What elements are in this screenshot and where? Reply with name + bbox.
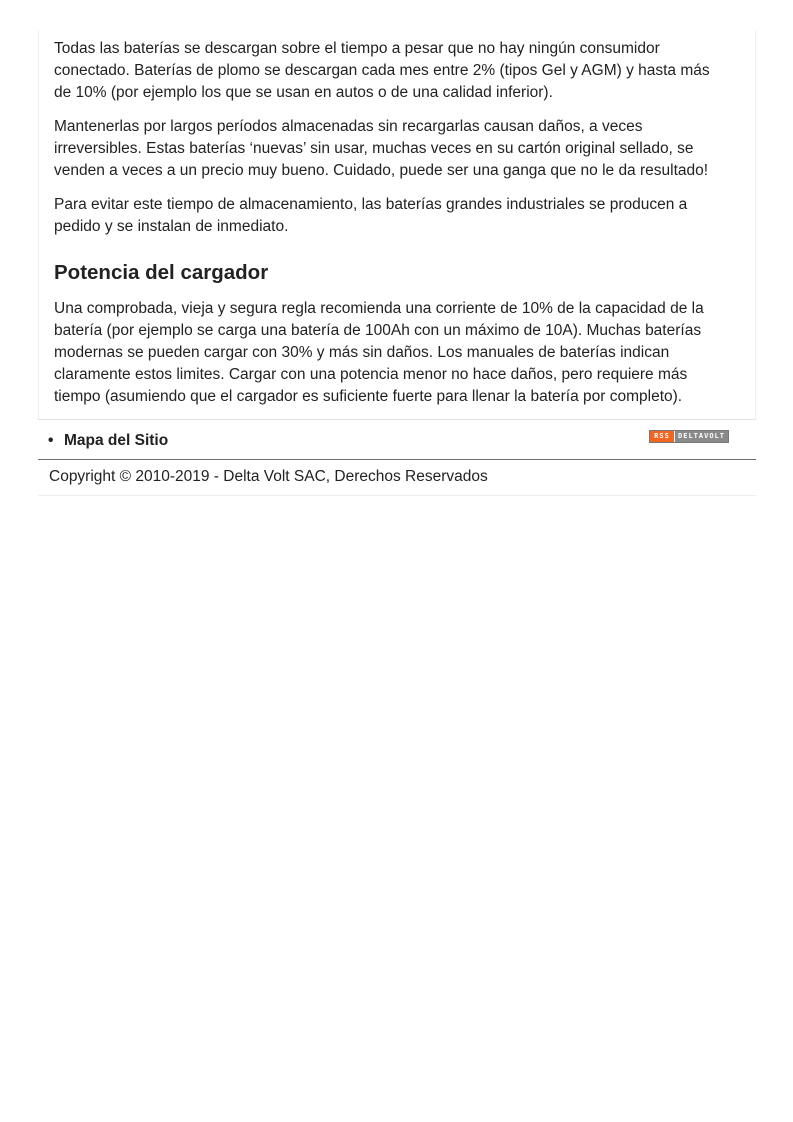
rss-icon: RSS (650, 431, 675, 442)
section-heading: Potencia del cargador (54, 261, 269, 284)
section-paragraph: Una comprobada, vieja y segura regla recomienda una corriente de 10% de la capacidad de la batería (por ejemplo se carga una batería de 100Ah con un máximo de 10A). Muchas baterías modernas se pueden cargar con 30% y más sin daños. Los manuales de baterías indican claramente estos limites. Cargar con una potencia menor no hace daños, pero requiere más tiempo (asumiendo que el cargador es suficiente fuerte para llenar la batería por completo). (54, 300, 704, 405)
article-paragraph-2: Mantenerlas por largos períodos almacenadas sin recargarlas causan daños, a veces irreversibles. Estas baterías ‘nuevas’ sin usar, muchas veces en su cartón original sellado, se venden a veces a un precio muy bueno. Cuidado, puede ser una ganga que no le da resultado! (54, 118, 709, 179)
footer-nav-item (48, 431, 168, 451)
article-paragraph-3: Para evitar este tiempo de almacenamiento, las baterías grandes industriales se producen a pedido y se instalan de inmediato. (54, 196, 688, 235)
article-content (38, 30, 756, 420)
article-paragraph-1: Todas las baterías se descargan sobre el tiempo a pesar que no hay ningún consumidor conectado. Baterías de plomo se descargan cada mes entre 2% (tipos Gel y AGM) y hasta más de 10% (por ejemplo los que se usan en autos o de una calidad inferior). (54, 40, 710, 101)
rss-feed-badge[interactable] (649, 430, 729, 443)
footer-nav (38, 419, 756, 460)
sitemap-link[interactable]: Mapa del Sitio (64, 432, 169, 449)
copyright-text: Copyright © 2010-2019 - Delta Volt SAC, Derechos Reservados (38, 460, 756, 496)
rss-brand-label: DELTAVOLT (675, 431, 728, 442)
bullet-icon: • (48, 432, 54, 449)
